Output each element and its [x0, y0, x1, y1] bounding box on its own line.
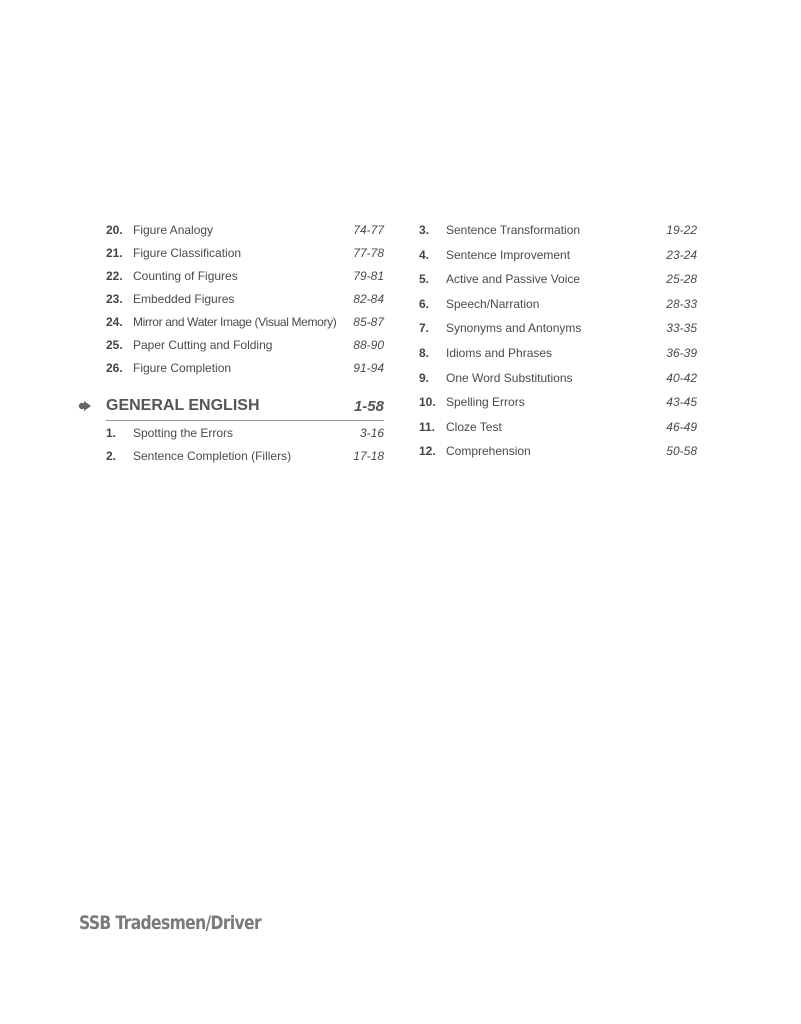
entry-number: 2.: [106, 449, 117, 463]
entry-number: 9.: [419, 370, 430, 385]
entry-pages: 46-49: [666, 419, 697, 434]
entry-title: Figure Completion: [133, 361, 232, 375]
entry-number: 4.: [419, 247, 430, 262]
entry-pages: 43-45: [666, 395, 697, 410]
entry-pages: 28-33: [666, 296, 697, 311]
entry-pages: 77-78: [353, 246, 384, 260]
entry-title: Counting of Figures: [133, 269, 238, 283]
toc-left-column: [106, 223, 384, 384]
entry-number: 1.: [106, 426, 117, 440]
entry-pages: 74-77: [353, 223, 384, 237]
entry-pages: 25-28: [666, 272, 697, 287]
entry-pages: 3-16: [359, 426, 384, 440]
toc-entry: [419, 248, 697, 273]
entry-number: 10.: [419, 395, 436, 410]
entry-pages: 23-24: [666, 247, 697, 262]
entry-title: Synonyms and Antonyms: [446, 321, 582, 336]
toc-entry: [106, 246, 384, 269]
entry-pages: 85-87: [353, 315, 384, 329]
entry-title: Figure Classification: [133, 246, 242, 260]
entry-number: 12.: [419, 444, 436, 459]
entry-pages: 40-42: [666, 370, 697, 385]
entry-number: 3.: [419, 223, 430, 237]
entry-title: One Word Substitutions: [446, 370, 573, 385]
toc-entry: [419, 321, 697, 346]
entry-number: 25.: [106, 338, 123, 352]
entry-number: 20.: [106, 223, 123, 237]
entry-pages: 79-81: [353, 269, 384, 283]
entry-pages: 36-39: [666, 345, 697, 360]
toc-entry: [419, 297, 697, 322]
entry-pages: 33-35: [666, 321, 697, 336]
entry-title: Speech/Narration: [446, 296, 540, 311]
entry-title: Embedded Figures: [133, 292, 235, 306]
entry-title: Comprehension: [446, 444, 531, 459]
toc-right-column: [419, 223, 697, 469]
book-title-footer: SSB Tradesmen/Driver: [79, 912, 261, 934]
entry-number: 22.: [106, 269, 123, 283]
entry-pages: 91-94: [353, 361, 384, 375]
entry-title: Sentence Improvement: [446, 247, 571, 262]
section-title: GENERAL ENGLISH: [106, 397, 260, 414]
entry-title: Cloze Test: [446, 419, 502, 434]
entry-title: Sentence Transformation: [446, 223, 581, 237]
entry-title: Figure Analogy: [133, 223, 214, 237]
toc-entry: [106, 292, 384, 315]
toc-entry: [419, 346, 697, 371]
entry-title: Spelling Errors: [446, 395, 525, 410]
toc-entry: [419, 395, 697, 420]
entry-number: 7.: [419, 321, 430, 336]
entry-pages: 19-22: [666, 223, 697, 237]
section-entries: [106, 426, 384, 472]
entry-number: 24.: [106, 315, 123, 329]
entry-number: 21.: [106, 246, 123, 260]
arrow-bullet-icon: [78, 399, 92, 413]
entry-number: 11.: [419, 419, 436, 434]
entry-pages: 17-18: [353, 449, 384, 463]
entry-pages: 88-90: [353, 338, 384, 352]
entry-title: Sentence Completion (Fillers): [133, 449, 292, 463]
toc-entry: [419, 444, 697, 469]
toc-entry: [106, 315, 384, 338]
toc-entry: [106, 223, 384, 246]
toc-entry: [106, 426, 384, 449]
toc-entry: [419, 420, 697, 445]
section-heading: [78, 397, 384, 415]
section-divider: [106, 420, 384, 421]
entry-title: Spotting the Errors: [133, 426, 234, 440]
entry-pages: 50-58: [666, 444, 697, 459]
entry-pages: 82-84: [353, 292, 384, 306]
toc-entry: [419, 223, 697, 248]
entry-number: 23.: [106, 292, 123, 306]
section-pages: 1-58: [353, 397, 384, 415]
entry-title: Mirror and Water Image (Visual Memory): [133, 315, 337, 329]
toc-entry: [106, 269, 384, 292]
entry-number: 8.: [419, 345, 430, 360]
entry-title: Idioms and Phrases: [446, 345, 553, 360]
entry-title: Paper Cutting and Folding: [133, 338, 273, 352]
entry-title: Active and Passive Voice: [446, 272, 581, 287]
entry-number: 5.: [419, 272, 430, 287]
toc-entry: [419, 272, 697, 297]
entry-number: 6.: [419, 296, 430, 311]
toc-entry: [106, 338, 384, 361]
toc-entry: [106, 361, 384, 384]
toc-entry: [419, 371, 697, 396]
toc-entry: [106, 449, 384, 472]
entry-number: 26.: [106, 361, 123, 375]
